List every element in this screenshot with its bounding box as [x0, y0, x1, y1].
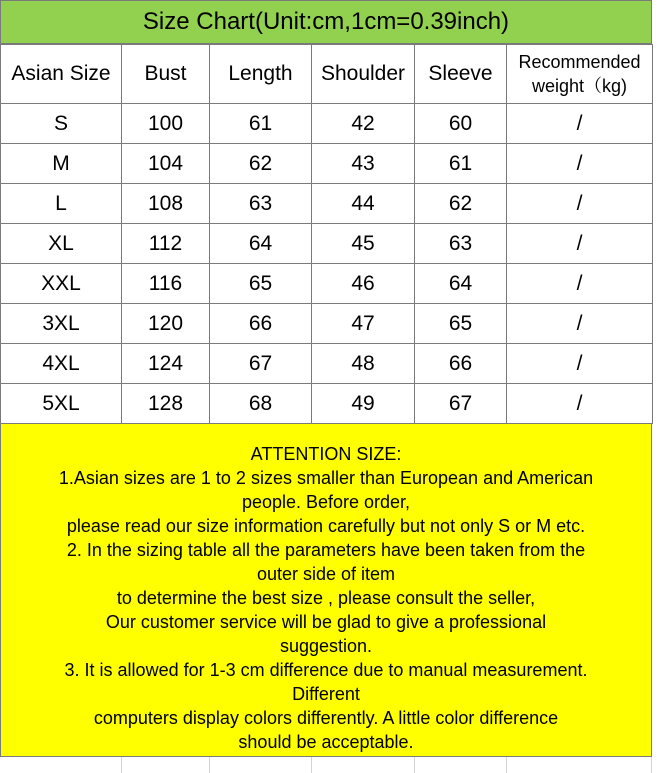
- cell-sleeve: 62: [415, 184, 507, 224]
- cell-weight: /: [507, 104, 653, 144]
- header-sleeve: Sleeve: [415, 45, 507, 104]
- cell-size: 4XL: [1, 344, 122, 384]
- cell-weight: /: [507, 344, 653, 384]
- notice-line: 2. In the sizing table all the parameters have been taken from the: [66, 540, 586, 560]
- cell-shoulder: 49: [312, 384, 415, 424]
- header-recommended-line: Recommended: [518, 52, 641, 72]
- spreadsheet-gridlines: [0, 757, 657, 773]
- cell-weight: /: [507, 184, 653, 224]
- cell-bust: 112: [122, 224, 210, 264]
- cell-length: 66: [210, 304, 312, 344]
- cell-weight: /: [507, 384, 653, 424]
- cell-size: XL: [1, 224, 122, 264]
- cell-weight: /: [507, 224, 653, 264]
- cell-bust: 120: [122, 304, 210, 344]
- cell-size: M: [1, 144, 122, 184]
- cell-sleeve: 64: [415, 264, 507, 304]
- notice-line: 1.Asian sizes are 1 to 2 sizes smaller than European and American: [58, 468, 594, 488]
- cell-shoulder: 45: [312, 224, 415, 264]
- attention-notice: [0, 423, 652, 757]
- cell-length: 68: [210, 384, 312, 424]
- table-row: [1, 304, 653, 344]
- cell-shoulder: 46: [312, 264, 415, 304]
- notice-line: Our customer service will be glad to give a professional: [105, 612, 547, 632]
- table-row: [1, 104, 653, 144]
- cell-bust: 128: [122, 384, 210, 424]
- table-row: [1, 344, 653, 384]
- cell-bust: 108: [122, 184, 210, 224]
- cell-length: 63: [210, 184, 312, 224]
- cell-size: XXL: [1, 264, 122, 304]
- cell-shoulder: 47: [312, 304, 415, 344]
- header-row: [1, 45, 653, 104]
- notice-line: should be acceptable.: [238, 732, 414, 752]
- notice-line: to determine the best size , please consult the seller,: [116, 588, 536, 608]
- header-shoulder: Shoulder: [312, 45, 415, 104]
- cell-length: 61: [210, 104, 312, 144]
- table-row: [1, 264, 653, 304]
- notice-line: computers display colors differently. A little color difference: [93, 708, 559, 728]
- cell-bust: 116: [122, 264, 210, 304]
- cell-weight: /: [507, 264, 653, 304]
- size-table: [0, 44, 653, 424]
- cell-length: 64: [210, 224, 312, 264]
- cell-sleeve: 67: [415, 384, 507, 424]
- cell-weight: /: [507, 144, 653, 184]
- header-asian-size: Asian Size: [1, 45, 122, 104]
- notice-line: people. Before order,: [241, 492, 411, 512]
- header-bust: Bust: [122, 45, 210, 104]
- cell-weight: /: [507, 304, 653, 344]
- cell-sleeve: 60: [415, 104, 507, 144]
- header-recommended-weight: [507, 45, 653, 104]
- cell-bust: 100: [122, 104, 210, 144]
- table-row: [1, 384, 653, 424]
- cell-size: S: [1, 104, 122, 144]
- table-row: [1, 184, 653, 224]
- cell-length: 62: [210, 144, 312, 184]
- notice-line: ATTENTION SIZE:: [250, 444, 402, 464]
- notice-line: 3. It is allowed for 1-3 cm difference due to manual measurement.: [64, 660, 588, 680]
- cell-size: 3XL: [1, 304, 122, 344]
- cell-sleeve: 65: [415, 304, 507, 344]
- cell-shoulder: 48: [312, 344, 415, 384]
- header-weight-line: weight（kg): [531, 76, 628, 96]
- cell-sleeve: 66: [415, 344, 507, 384]
- notice-line: please read our size information carefully but not only S or M etc.: [66, 516, 586, 536]
- table-row: [1, 224, 653, 264]
- cell-shoulder: 42: [312, 104, 415, 144]
- chart-title: Size Chart(Unit:cm,1cm=0.39inch): [0, 0, 652, 44]
- notice-line: outer side of item: [256, 564, 396, 584]
- cell-size: L: [1, 184, 122, 224]
- cell-bust: 124: [122, 344, 210, 384]
- cell-length: 65: [210, 264, 312, 304]
- notice-line: suggestion.: [279, 636, 373, 656]
- header-length: Length: [210, 45, 312, 104]
- cell-shoulder: 43: [312, 144, 415, 184]
- cell-sleeve: 61: [415, 144, 507, 184]
- table-row: [1, 144, 653, 184]
- cell-size: 5XL: [1, 384, 122, 424]
- cell-bust: 104: [122, 144, 210, 184]
- cell-sleeve: 63: [415, 224, 507, 264]
- cell-shoulder: 44: [312, 184, 415, 224]
- cell-length: 67: [210, 344, 312, 384]
- notice-line: Different: [292, 684, 360, 704]
